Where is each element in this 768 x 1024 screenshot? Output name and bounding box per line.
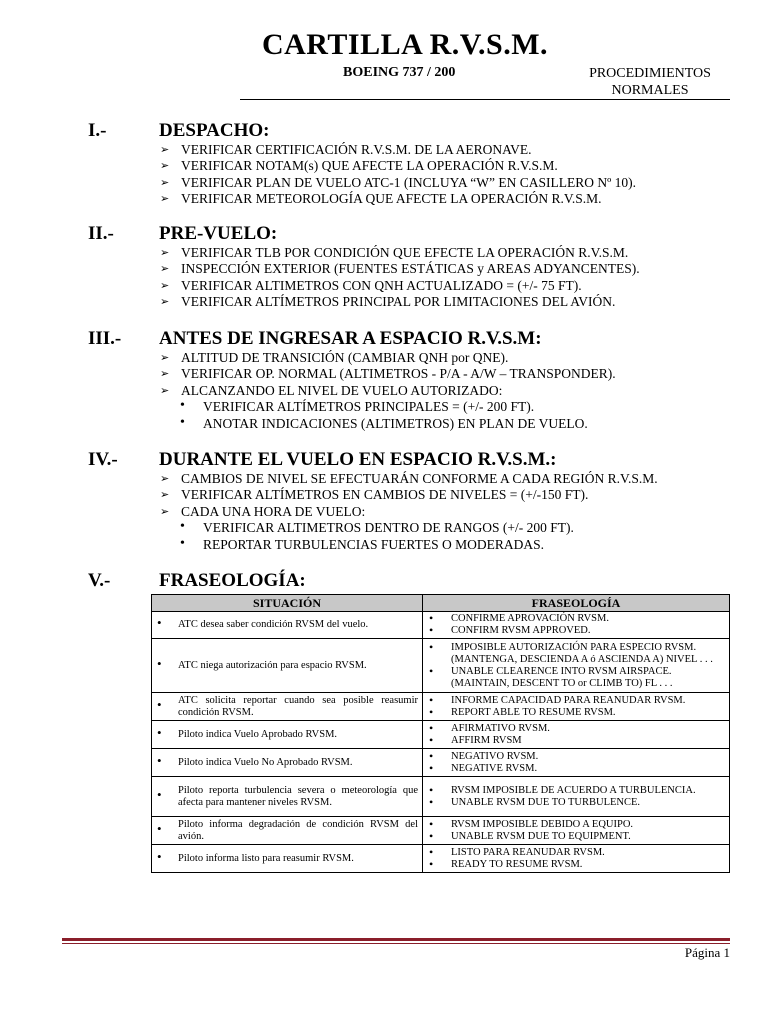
list-item: ➢ VERIFICAR OP. NORMAL (ALTIMETROS - P/A - A/W – TRANSPONDER). [160,366,616,382]
procedures-label-line1: PROCEDIMIENTOS [589,66,711,81]
phrase-item: • RVSM IMPOSIBLE DE ACUERDO A TURBULENCIA. [429,782,696,797]
arrow-bullet-icon: ➢ [160,263,170,276]
phrase-item: • AFIRMATIVO RVSM. [429,720,550,735]
bullet-dot-icon: • [429,760,434,775]
phrase-item: • RVSM IMPOSIBLE DEBIDO A EQUIPO. [429,816,634,831]
table-row [152,845,730,873]
arrow-bullet-icon: ➢ [160,473,170,485]
section-fraseologia [88,570,748,592]
list-item: ➢ VERIFICAR ALTÍMETROS EN CAMBIOS DE NIVELES = (+/-150 FT). [160,487,589,503]
situation-cell: • ATC solicita reportar cuando sea posible reasumir condición RVSM. [152,693,423,721]
bullet-dot-icon: • [429,748,434,763]
phrase-item: • UNABLE RVSM DUE TO TURBULENCE. [429,794,641,809]
bullet-dot-icon: • [429,623,434,637]
sub-list-item: • ANOTAR INDICACIONES (ALTIMETROS) EN PLAN DE VUELO. [180,414,588,431]
phraseology-cell [423,693,730,721]
phrase-item: • READY TO RESUME RVSM. [429,856,583,871]
section-title: DESPACHO: [159,120,270,141]
bullet-dot-icon: • [429,816,434,831]
bullet-dot-icon: • [429,720,434,735]
phrase-item: • CONFIRM RVSM APPROVED. [429,623,591,637]
procedures-label-line2: NORMALES [611,83,689,98]
arrow-bullet-icon: ➢ [160,489,170,502]
document-title: CARTILLA R.V.S.M. [261,28,549,61]
list-item: ➢ CAMBIOS DE NIVEL SE EFECTUARÁN CONFORME A CADA REGIÓN R.V.S.M. [160,471,658,486]
situation-cell: • ATC desea saber condición RVSM del vuelo. [152,612,423,639]
table-header-row [152,595,730,612]
phrase-item: • NEGATIVE RVSM. [429,760,538,775]
list-item: ➢ VERIFICAR CERTIFICACIÓN R.V.S.M. DE LA AERONAVE. [160,142,532,157]
table-row [152,639,730,693]
phrase-item: • NEGATIVO RVSM. [429,748,539,763]
list-item: ➢ CADA UNA HORA DE VUELO: [160,503,366,519]
situation-cell: • Piloto reporta turbulencia severa o meteorología que afecta para mantener niveles RVSM. [152,777,423,817]
section-title: DURANTE EL VUELO EN ESPACIO R.V.S.M.: [159,449,557,470]
column-header-situacion: SITUACIÓN [152,595,423,612]
section-number: III.- [88,328,122,349]
list-item: ➢ ALCANZANDO EL NIVEL DE VUELO AUTORIZADO: [160,382,503,398]
phrase-item: • LISTO PARA REANUDAR RVSM. [429,844,605,859]
section-durante-vuelo [88,449,748,553]
column-header-fraseologia: FRASEOLOGÍA [423,595,730,612]
footer-divider-thin [62,943,730,944]
phraseology-table [151,594,730,873]
bullet-dot-icon: • [429,704,434,719]
bullet-dot-icon: • [429,663,434,678]
procedures-label [570,65,730,99]
bullet-dot-icon: • [429,732,434,747]
arrow-bullet-icon: ➢ [160,279,170,292]
list-item: ➢ VERIFICAR ALTIMETROS CON QNH ACTUALIZADO = (+/- 75 FT). [160,277,582,293]
arrow-bullet-icon: ➢ [160,160,170,173]
bullet-dot-icon: • [429,692,434,707]
sub-list-item: • VERIFICAR ALTIMETROS DENTRO DE RANGOS (+/- 200 FT). [180,519,574,536]
phrase-item: • IMPOSIBLE AUTORIZACIÓN PARA ESPECIO RVSM. (MANTENGA, DESCIENDA A ó ASCIENDA A) NIVEL . . . [429,639,713,665]
sub-list-item: • REPORTAR TURBULENCIAS FUERTES O MODERADAS. [180,535,544,552]
phraseology-cell [423,612,730,639]
arrow-bullet-icon: ➢ [160,247,170,259]
phraseology-cell [423,749,730,777]
list-item: ➢ VERIFICAR TLB POR CONDICIÓN QUE EFECTE LA OPERACIÓN R.V.S.M. [160,245,629,260]
arrow-bullet-icon: ➢ [160,368,170,381]
bullet-dot-icon: • [429,794,434,809]
section-title: PRE-VUELO: [159,223,278,244]
section-number: I.- [88,120,107,141]
arrow-bullet-icon: ➢ [160,384,170,397]
bullet-dot-icon: • [157,696,162,712]
section-title: ANTES DE INGRESAR A ESPACIO R.V.S.M: [159,328,542,349]
bullet-dot-icon: • [180,414,185,430]
table-row [152,817,730,845]
bullet-dot-icon: • [180,535,185,551]
phrase-item: • UNABLE CLEARENCE INTO RVSM AIRSPACE. (MAINTAIN, DESCENT TO or CLIMB TO) FL . . . [429,663,673,689]
arrow-bullet-icon: ➢ [160,352,170,364]
footer-divider-thick [62,938,730,941]
phrase-item: • CONFIRME APROVACIÓN RVSM. [429,611,609,625]
list-item: ➢ VERIFICAR PLAN DE VUELO ATC-1 (INCLUYA “W” EN CASILLERO Nº 10). [160,174,637,190]
situation-cell: • Piloto informa listo para reasumir RVSM. [152,845,423,873]
list-item: ➢ VERIFICAR ALTÍMETROS PRINCIPAL POR LIMITACIONES DEL AVIÓN. [160,294,616,310]
bullet-dot-icon: • [157,752,162,768]
bullet-dot-icon: • [180,519,185,535]
table-row [152,693,730,721]
arrow-bullet-icon: ➢ [160,176,170,189]
table-row [152,777,730,817]
situation-cell: • Piloto indica Vuelo Aprobado RVSM. [152,721,423,749]
arrow-bullet-icon: ➢ [160,193,170,206]
header-divider [240,99,730,100]
bullet-dot-icon: • [429,844,434,859]
table-row [152,749,730,777]
bullet-dot-icon: • [429,782,434,797]
sub-list-item: • VERIFICAR ALTÍMETROS PRINCIPALES = (+/- 200 FT). [180,398,535,415]
table-row [152,721,730,749]
phraseology-cell [423,845,730,873]
section-antes-rvsm [88,328,748,432]
list-item: ➢ VERIFICAR NOTAM(s) QUE AFECTE LA OPERACIÓN R.V.S.M. [160,158,558,174]
arrow-bullet-icon: ➢ [160,144,170,156]
section-number: V.- [88,570,111,591]
phrase-item: • REPORT ABLE TO RESUME RVSM. [429,704,616,719]
list-item: ➢ VERIFICAR METEOROLOGÍA QUE AFECTE LA OPERACIÓN R.V.S.M. [160,191,602,207]
phraseology-cell [423,777,730,817]
section-number: II.- [88,223,114,244]
bullet-dot-icon: • [157,820,162,836]
section-title: FRASEOLOGÍA: [159,570,306,591]
list-item: ➢ INSPECCIÓN EXTERIOR (FUENTES ESTÁTICAS y AREAS ADYANCENTES). [160,261,640,277]
bullet-dot-icon: • [429,639,434,654]
arrow-bullet-icon: ➢ [160,505,170,518]
bullet-dot-icon: • [157,655,162,671]
arrow-bullet-icon: ➢ [160,296,170,309]
table-row [152,612,730,639]
section-number: IV.- [88,449,118,470]
list-item: ➢ ALTITUD DE TRANSICIÓN (CAMBIAR QNH por QNE). [160,350,509,365]
bullet-dot-icon: • [429,611,434,625]
bullet-dot-icon: • [429,856,434,871]
phrase-item: • UNABLE RVSM DUE TO EQUIPMENT. [429,828,631,843]
page-number: Página 1 [684,945,730,960]
phrase-item: • INFORME CAPACIDAD PARA REANUDAR RVSM. [429,692,686,707]
phraseology-cell [423,721,730,749]
bullet-dot-icon: • [157,848,162,864]
section-despacho [88,120,748,208]
bullet-dot-icon: • [429,828,434,843]
document-subtitle: BOEING 737 / 200 [343,65,456,80]
bullet-dot-icon: • [157,786,162,802]
situation-cell: • ATC niega autorización para espacio RVSM. [152,639,423,693]
phrase-item: • AFFIRM RVSM [429,732,522,747]
situation-cell: • Piloto informa degradación de condición RVSM del avión. [152,817,423,845]
phraseology-cell [423,817,730,845]
bullet-dot-icon: • [157,724,162,740]
section-pre-vuelo [88,223,748,311]
situation-cell: • Piloto indica Vuelo No Aprobado RVSM. [152,749,423,777]
bullet-dot-icon: • [157,615,162,630]
bullet-dot-icon: • [180,398,185,414]
phraseology-cell [423,639,730,693]
